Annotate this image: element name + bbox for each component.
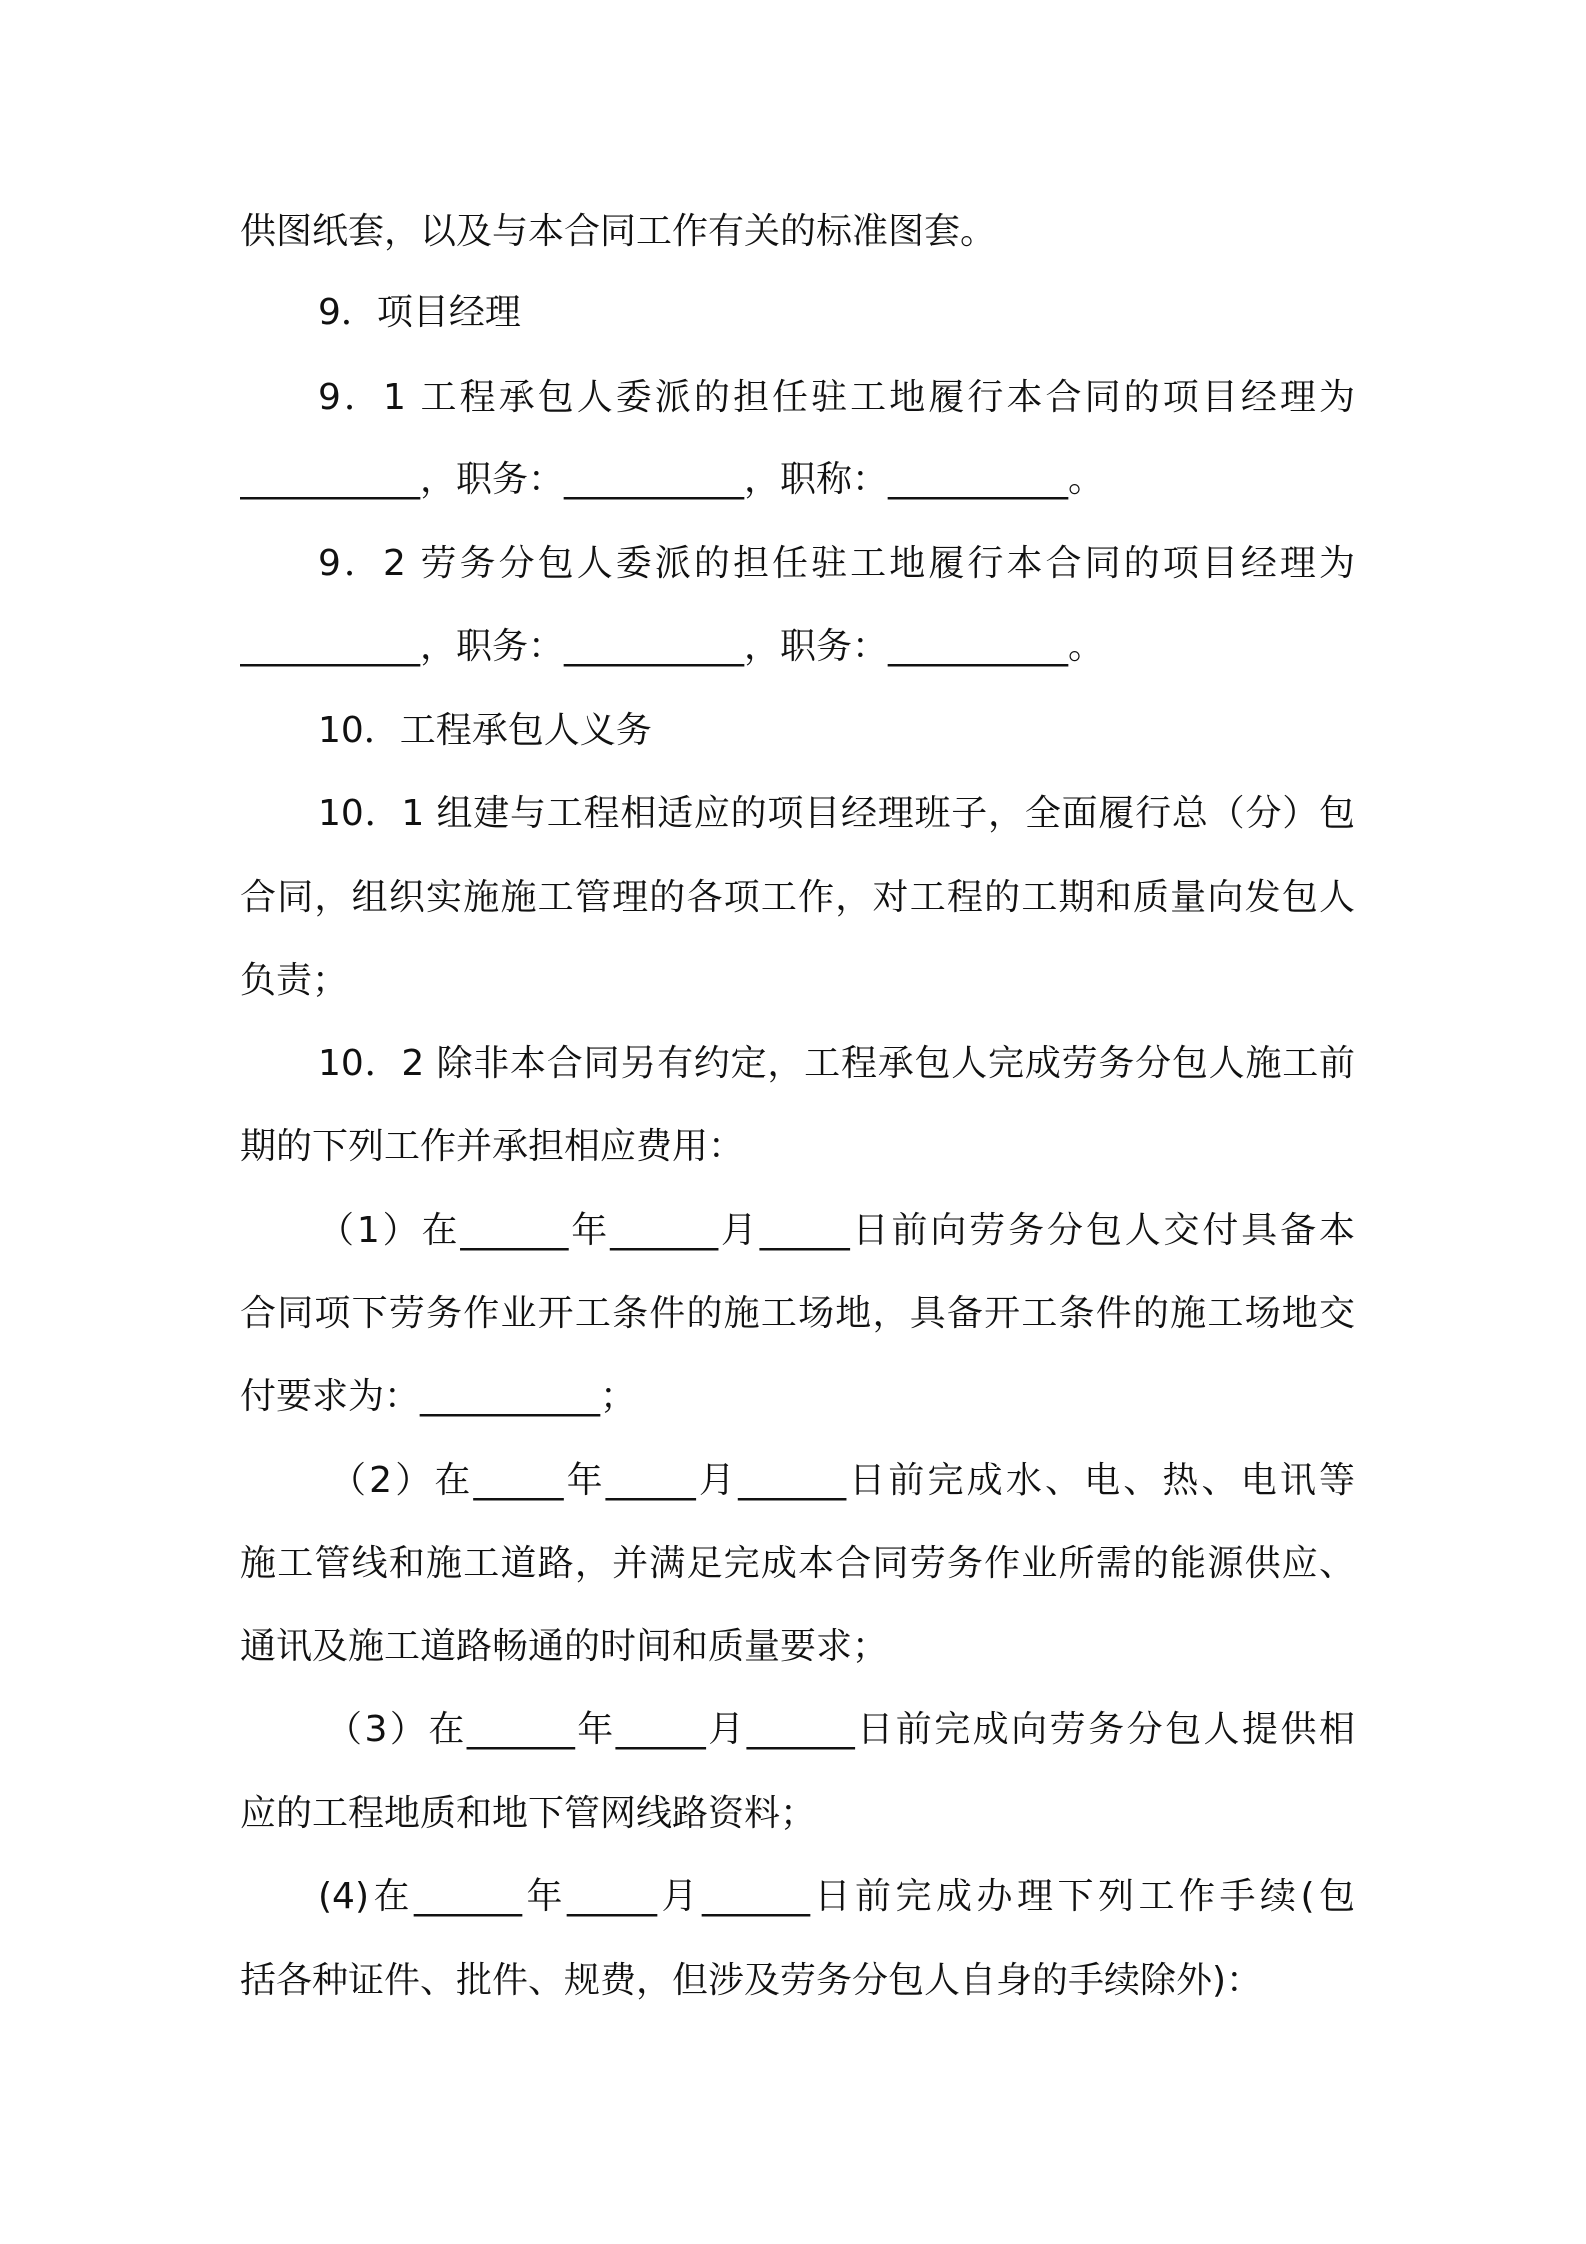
- section-heading-10: 10．工程承包人义务: [318, 710, 652, 751]
- paragraph-line: 负责；: [240, 960, 349, 1001]
- section-heading-9: 9．项目经理: [318, 292, 521, 333]
- clause-9-1: 9．1 工程承包人委派的担任驻工地履行本合同的项目经理为: [318, 377, 1355, 418]
- paragraph-line: 施工管线和施工道路，并满足完成本合同劳务作业所需的能源供应、: [240, 1543, 1355, 1584]
- paragraph-line: 括各种证件、批件、规费，但涉及劳务分包人自身的手续除外)：: [240, 1960, 1263, 2001]
- clause-10-2: 10．2 除非本合同另有约定，工程承包人完成劳务分包人施工前: [318, 1043, 1355, 1084]
- item-1: （1）在______年______月_____日前向劳务分包人交付具备本: [318, 1210, 1355, 1251]
- paragraph-line: __________，职务：__________，职称：__________。: [240, 459, 1105, 500]
- paragraph-line: 期的下列工作并承担相应费用：: [240, 1126, 745, 1167]
- paragraph-line: 供图纸套，以及与本合同工作有关的标准图套。: [240, 211, 997, 252]
- paragraph-line: __________，职务：__________，职务：__________。: [240, 626, 1105, 667]
- paragraph-line: 付要求为：__________；: [240, 1376, 637, 1417]
- paragraph-line: 合同，组织实施施工管理的各项工作，对工程的工期和质量向发包人: [240, 877, 1355, 918]
- item-3: （3）在______年_____月______日前完成向劳务分包人提供相: [326, 1709, 1355, 1750]
- item-2: （2）在_____年_____月______日前完成水、电、热、电讯等: [330, 1460, 1355, 1501]
- paragraph-line: 通讯及施工道路畅通的时间和质量要求；: [240, 1626, 889, 1667]
- clause-10-1: 10．1 组建与工程相适应的项目经理班子，全面履行总（分）包: [318, 793, 1355, 834]
- item-4: (4)在______年_____月______日前完成办理下列工作手续(包: [318, 1876, 1355, 1917]
- clause-9-2: 9．2 劳务分包人委派的担任驻工地履行本合同的项目经理为: [318, 543, 1355, 584]
- paragraph-line: 合同项下劳务作业开工条件的施工场地，具备开工条件的施工场地交: [240, 1293, 1355, 1334]
- paragraph-line: 应的工程地质和地下管网线路资料；: [240, 1793, 817, 1834]
